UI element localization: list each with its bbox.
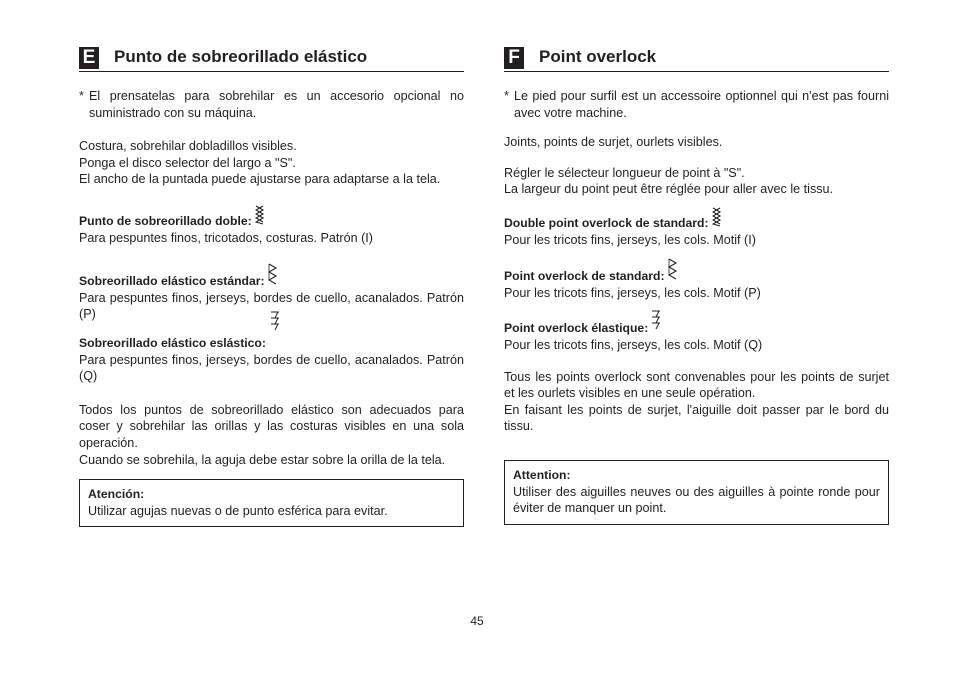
note-text: Le pied pour surfil est un accessoire optionnel qui n'est pas fourni avec votre machine. (514, 89, 889, 120)
stitch-description: Para pespuntes finos, tricotados, costuras. Patrón (I) (79, 230, 373, 245)
section-f (504, 46, 889, 525)
section-letter-badge: E (79, 47, 99, 69)
double-overlock-stitch-icon (255, 205, 265, 230)
elastic-overlock-stitch-icon (651, 310, 661, 337)
closing-paragraph: Tous les points overlock sont convenables pour les points de surjet et les ourlets visibles en une seule opération. (504, 369, 889, 401)
stitch-description: Pour les tricots fins, jerseys, les cols. Motif (I) (504, 232, 756, 247)
stitch-heading (79, 263, 464, 290)
double-overlock-stitch-icon (712, 207, 722, 232)
note-asterisk: * (79, 89, 84, 103)
stitch-heading-text: Punto de sobreorillado doble: (79, 213, 252, 228)
stitch-heading (79, 205, 464, 230)
attention-text: Utilizar agujas nuevas o de punto esférica para evitar. (88, 503, 388, 518)
attention-title: Attention: (513, 467, 571, 482)
intro-line: La largeur du point peut être réglée pour aller avec le tissu. (504, 182, 834, 197)
section-title: Point overlock (539, 47, 657, 67)
stitch-description: Pour les tricots fins, jerseys, les cols. Motif (P) (504, 285, 761, 300)
stitch-heading-text: Sobreorillado elástico estándar: (79, 274, 265, 289)
stitch-heading-text: Point overlock élastique: (504, 321, 649, 336)
stitch-heading (504, 310, 889, 337)
intro-line: Ponga el disco selector del largo a "S". (79, 155, 296, 170)
standard-overlock-stitch-icon (668, 258, 678, 285)
closing-paragraph: En faisant les points de surjet, l'aiguille doit passer par le bord du tissu. (504, 402, 889, 434)
closing-paragraph: Cuando se sobrehila, la aguja debe estar sobre la orilla de la tela. (79, 452, 446, 467)
intro-line: Joints, points de surjet, ourlets visibles. (504, 135, 723, 150)
section-header (504, 46, 889, 72)
stitch-heading-text: Double point overlock de standard: (504, 215, 709, 230)
intro-line: Régler le sélecteur longueur de point à "S". (504, 165, 745, 180)
standard-overlock-stitch-icon (268, 263, 278, 290)
attention-text: Utiliser des aiguilles neuves ou des aiguilles à pointe ronde pour éviter de manquer un point. (513, 484, 880, 516)
section-title: Punto de sobreorillado elástico (114, 47, 368, 67)
note-asterisk: * (504, 89, 509, 103)
stitch-heading-text: Sobreorillado elástico eslástico: (79, 335, 266, 350)
attention-box (504, 460, 889, 525)
optional-accessory-note (504, 88, 889, 121)
section-header (79, 46, 464, 72)
attention-box (79, 479, 464, 527)
stitch-description: Para pespuntes finos, jerseys, bordes de cuello, acanalados. Patrón (Q) (79, 352, 464, 384)
intro-line: Costura, sobrehilar dobladillos visibles. (79, 139, 297, 154)
note-text: El prensatelas para sobrehilar es un accesorio opcional no suministrado con su máquina. (89, 89, 464, 120)
section-e (79, 46, 464, 527)
elastic-overlock-stitch-icon (270, 311, 280, 338)
page-number: 45 (470, 614, 484, 628)
stitch-heading-text: Point overlock de standard: (504, 269, 665, 284)
optional-accessory-note (79, 88, 464, 121)
stitch-heading (504, 207, 889, 232)
intro-line: El ancho de la puntada puede ajustarse para adaptarse a la tela. (79, 172, 441, 187)
stitch-heading (79, 325, 464, 352)
attention-title: Atención: (88, 487, 145, 502)
closing-paragraph: Todos los puntos de sobreorillado elástico son adecuados para coser y sobrehilar las orillas y las costuras visibles en una sola operación. (79, 402, 464, 450)
stitch-heading (504, 258, 889, 285)
stitch-description: Para pespuntes finos, jerseys, bordes de cuello, acanalados. Patrón (P) (79, 290, 464, 322)
stitch-description: Pour les tricots fins, jerseys, les cols. Motif (Q) (504, 337, 763, 352)
section-letter-badge: F (504, 47, 524, 69)
